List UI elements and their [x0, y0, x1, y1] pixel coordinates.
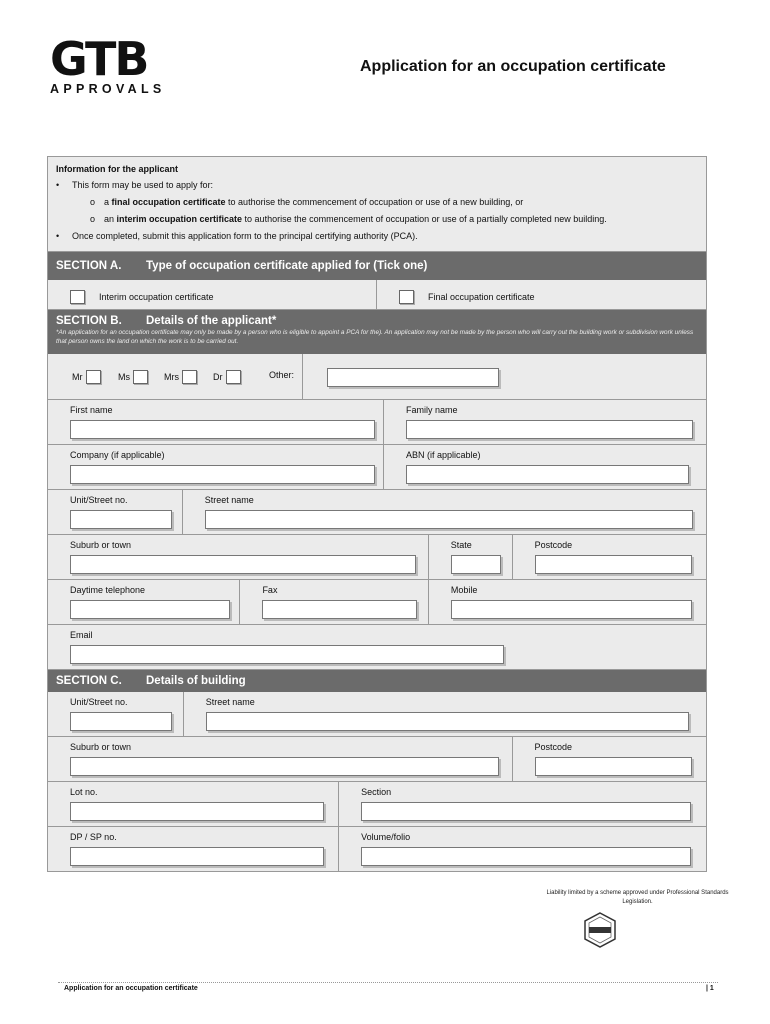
company-cell: [48, 445, 384, 489]
info-heading: Information for the applicant: [56, 164, 179, 174]
lot-input[interactable]: [70, 802, 324, 821]
title-dr-label: Dr: [213, 372, 223, 382]
lot-row: [48, 782, 706, 827]
building-street-label: Street name: [205, 697, 255, 707]
dp-input[interactable]: [70, 847, 324, 866]
phone-row: [48, 580, 706, 625]
mobile-label: Mobile: [450, 585, 478, 595]
building-street-cell: [184, 692, 706, 736]
company-label: Company (if applicable): [70, 450, 165, 460]
liability-statement: Liability limited by a scheme approved under Professional Standards Legislation.: [546, 890, 729, 905]
state-cell: [429, 535, 513, 579]
section-b-number: SECTION B.: [56, 315, 122, 327]
street-label: Street name: [204, 495, 254, 505]
info-text: to authorise the commencement of occupation or use of a new building, or: [225, 197, 524, 207]
volume-cell: [339, 827, 706, 871]
section-c-title: Details of building: [146, 675, 246, 687]
page-number: | 1: [706, 985, 714, 992]
final-checkbox[interactable]: [399, 290, 414, 304]
state-label: State: [450, 540, 472, 550]
info-bullet-submit: • Once completed, submit this application form to the principal certifying authority (PCA).: [56, 228, 698, 245]
fax-input[interactable]: [262, 600, 417, 619]
suburb-row: [48, 535, 706, 580]
section-a-header: [48, 252, 706, 280]
building-suburb-input[interactable]: [70, 757, 499, 776]
footer-divider: [58, 982, 718, 983]
info-bold: interim occupation certificate: [116, 214, 243, 224]
unit-input[interactable]: [70, 510, 172, 529]
family-name-input[interactable]: [406, 420, 693, 439]
interim-option: [48, 280, 377, 309]
title-mrs-label: Mrs: [164, 372, 179, 382]
mobile-cell: [429, 580, 706, 624]
application-form: [47, 156, 707, 872]
section-field-label: Section: [361, 787, 392, 797]
first-name-label: First name: [70, 405, 113, 415]
section-field-input[interactable]: [361, 802, 691, 821]
fax-cell: [240, 580, 428, 624]
title-other-input[interactable]: [327, 368, 499, 387]
unit-label: Unit/Street no.: [70, 495, 128, 505]
first-name-input[interactable]: [70, 420, 375, 439]
building-postcode-input[interactable]: [535, 757, 692, 776]
street-input[interactable]: [205, 510, 693, 529]
building-unit-label: Unit/Street no.: [70, 697, 128, 707]
section-b-title: Details of the applicant*: [146, 315, 277, 327]
logo-mark: GTB: [50, 32, 148, 86]
info-text: a: [104, 197, 112, 207]
street-cell: [183, 490, 706, 534]
title-ms-label: Ms: [118, 372, 130, 382]
unit-cell: [48, 490, 183, 534]
state-input[interactable]: [451, 555, 501, 574]
daytime-phone-input[interactable]: [70, 600, 230, 619]
title-mrs: [164, 370, 197, 384]
title-other-label: Other:: [269, 370, 295, 380]
building-suburb-cell: [48, 737, 513, 781]
section-b-note: *An application for an occupation certificate may only be made by a person who is eligible to appoint a PCA for the). An application may not be made by the person who will carry out the building work or subdivision work unless that person owns the land on which the work is to be carried out.: [56, 329, 694, 345]
abn-input[interactable]: [406, 465, 689, 484]
dp-label: DP / SP no.: [70, 832, 117, 842]
postcode-input[interactable]: [535, 555, 692, 574]
title-dr-checkbox[interactable]: [226, 370, 241, 384]
title-other-cell: [303, 354, 706, 400]
logo-subtitle: APPROVALS: [50, 82, 166, 96]
email-row: [48, 625, 706, 670]
fax-label: Fax: [262, 585, 278, 595]
name-row: [48, 400, 706, 445]
gtb-approvals-logo: [50, 32, 180, 98]
email-label: Email: [70, 630, 93, 640]
street-row: [48, 490, 706, 535]
info-sub-interim: [56, 211, 698, 228]
abn-label: ABN (if applicable): [405, 450, 481, 460]
family-name-cell: [384, 400, 706, 444]
building-street-row: [48, 692, 706, 737]
dp-row: [48, 827, 706, 871]
volume-label: Volume/folio: [361, 832, 411, 842]
title-ms: [118, 370, 148, 384]
section-a-title: Type of occupation certificate applied for (Tick one): [146, 260, 428, 272]
abn-cell: [384, 445, 706, 489]
footer-title: Application for an occupation certificate: [64, 985, 198, 992]
info-text: to authorise the commencement of occupation or use of a partially completed new building.: [242, 214, 607, 224]
building-unit-input[interactable]: [70, 712, 172, 731]
daytime-phone-label: Daytime telephone: [70, 585, 146, 595]
email-cell: [48, 625, 706, 669]
suburb-cell: [48, 535, 429, 579]
building-unit-cell: [48, 692, 184, 736]
title-mr-label: Mr: [72, 372, 83, 382]
title-row: [48, 354, 706, 400]
professional-standards-badge-icon: [582, 912, 618, 948]
info-text: an: [104, 214, 117, 224]
section-c-number: SECTION C.: [56, 675, 122, 687]
first-name-cell: [48, 400, 384, 444]
section-field-cell: [339, 782, 706, 826]
suburb-input[interactable]: [70, 555, 416, 574]
lot-label: Lot no.: [70, 787, 98, 797]
building-suburb-row: [48, 737, 706, 782]
section-c-header: [48, 670, 706, 692]
title-mr: [72, 370, 101, 384]
company-row: [48, 445, 706, 490]
applicant-information: [48, 157, 706, 252]
title-dr: [213, 370, 241, 384]
interim-checkbox[interactable]: [70, 290, 85, 304]
lot-cell: [48, 782, 339, 826]
email-input[interactable]: [70, 645, 504, 664]
info-bullet-apply: • This form may be used to apply for:: [56, 177, 698, 194]
volume-input[interactable]: [361, 847, 691, 866]
certificate-type-row: [48, 280, 706, 310]
info-bold: final occupation certificate: [111, 197, 226, 207]
building-suburb-label: Suburb or town: [70, 742, 132, 752]
section-b-header: [48, 310, 706, 354]
suburb-label: Suburb or town: [70, 540, 132, 550]
title-options: [48, 354, 303, 400]
interim-label: Interim occupation certificate: [99, 291, 214, 302]
document-title: Application for an occupation certificate: [360, 58, 666, 75]
section-a-number: SECTION A.: [56, 260, 122, 272]
building-postcode-label: Postcode: [534, 742, 573, 752]
daytime-phone-cell: [48, 580, 240, 624]
final-option: [377, 280, 706, 309]
title-mr-checkbox[interactable]: [86, 370, 101, 384]
building-postcode-cell: [513, 737, 706, 781]
title-mrs-checkbox[interactable]: [182, 370, 197, 384]
family-name-label: Family name: [405, 405, 458, 415]
info-sub-final: [56, 194, 698, 211]
postcode-label: Postcode: [534, 540, 573, 550]
company-input[interactable]: [70, 465, 375, 484]
dp-cell: [48, 827, 339, 871]
title-ms-checkbox[interactable]: [133, 370, 148, 384]
building-street-input[interactable]: [206, 712, 689, 731]
mobile-input[interactable]: [451, 600, 692, 619]
final-label: Final occupation certificate: [428, 291, 535, 302]
postcode-cell: [513, 535, 706, 579]
